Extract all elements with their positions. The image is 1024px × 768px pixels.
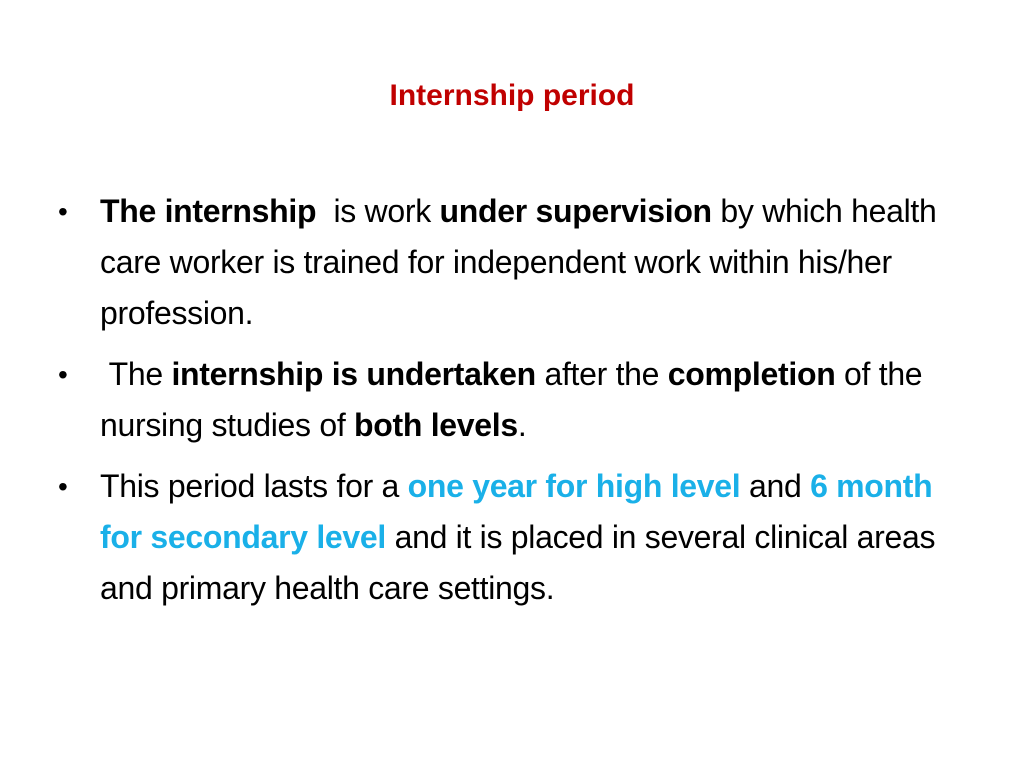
bullet-text-segment: The internship — [100, 193, 317, 229]
bullet-text-segment: after the — [535, 356, 668, 392]
bullet-text-segment: both levels — [354, 407, 518, 443]
bullet-text-segment: of the nursing studies of — [100, 356, 923, 443]
bullet-item — [56, 349, 976, 451]
slide-title: Internship period — [389, 79, 635, 112]
bullet-highlight-segment: 6 month for secondary level — [100, 468, 933, 555]
bullet-text-segment: and it is placed in several clinical areas and primary health care settings. — [100, 519, 936, 606]
bullet-text-segment: The — [100, 356, 172, 392]
bullet-text-segment: under supervision — [439, 193, 712, 229]
bullet-text-segment: and — [740, 468, 811, 504]
bullet-item — [56, 461, 976, 614]
bullet-highlight-segment: one year for high level — [407, 468, 741, 504]
bullet-text-segment: This period lasts for a — [100, 468, 408, 504]
bullet-text-segment: . — [517, 407, 527, 443]
bullet-text-segment: is work — [316, 193, 440, 229]
bullet-text-segment: completion — [667, 356, 836, 392]
bullet-icon: • — [58, 471, 68, 502]
bullet-icon: • — [58, 196, 68, 227]
bullet-icon: • — [58, 359, 68, 390]
bullet-text-segment: internship is undertaken — [171, 356, 536, 392]
bullet-text-segment: by which health care worker is trained for independent work within his/her profession. — [100, 193, 937, 331]
bullet-item — [56, 186, 976, 339]
bullet-list — [56, 186, 976, 624]
